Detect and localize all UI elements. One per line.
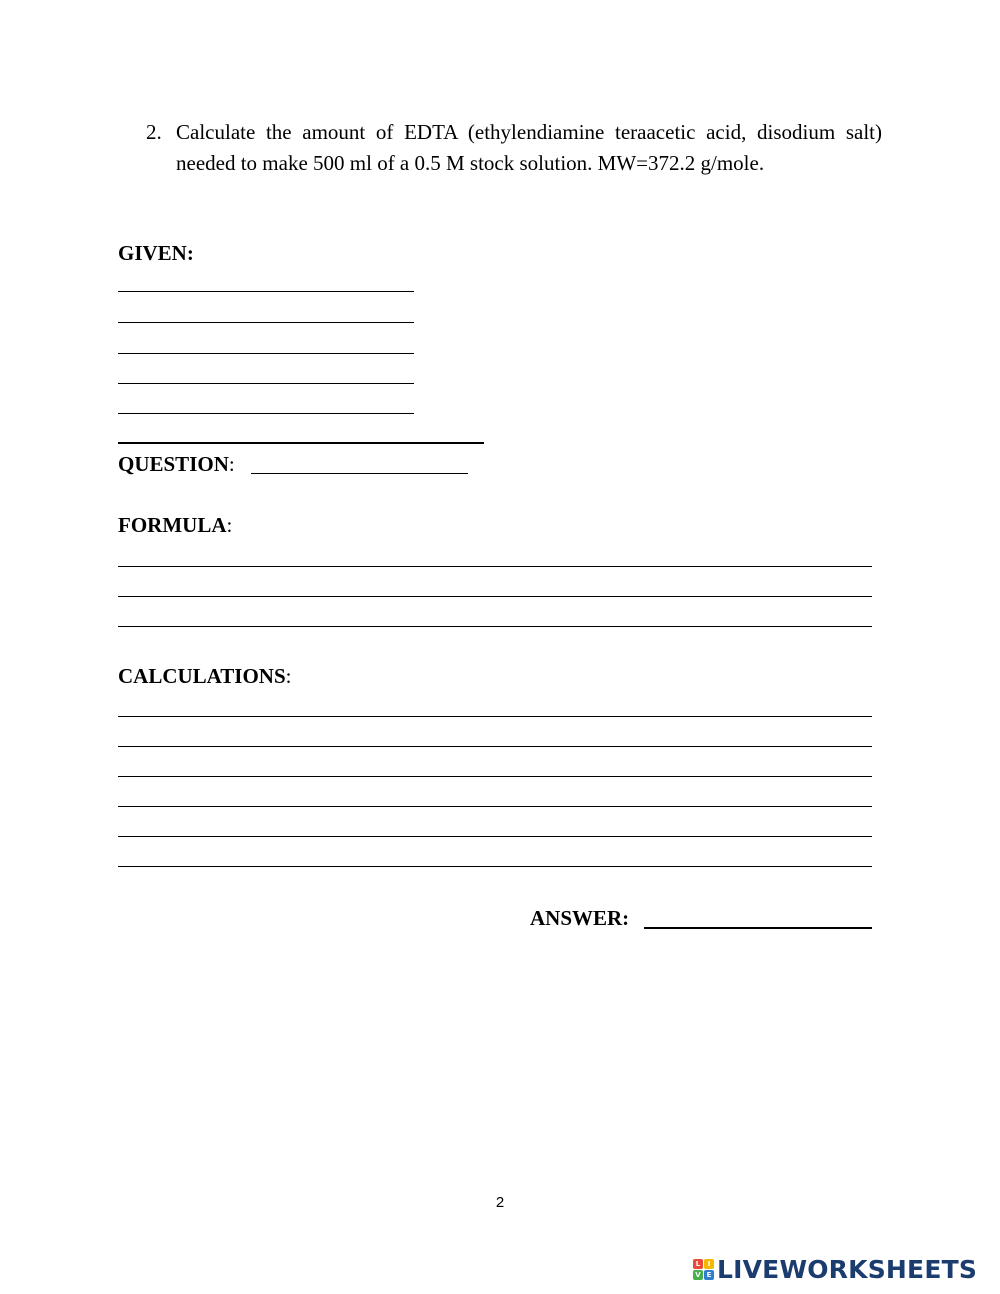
calculations-blank-5[interactable] (118, 836, 872, 837)
answer-label (530, 904, 629, 932)
formula-blank-2[interactable] (118, 596, 872, 597)
given-blank-2[interactable] (118, 322, 414, 323)
formula-label (118, 511, 232, 539)
calculations-label (118, 662, 292, 690)
liveworksheets-logo-text: LIVEWORKSHEETS (717, 1254, 978, 1284)
calculations-blank-2[interactable] (118, 746, 872, 747)
calculations-blank-1[interactable] (118, 716, 872, 717)
logo-square-red: L (693, 1259, 703, 1269)
logo-square-green: V (693, 1270, 703, 1280)
question-label-text: QUESTION (118, 452, 229, 476)
liveworksheets-logo[interactable] (693, 1254, 977, 1284)
logo-square-yellow: I (704, 1259, 714, 1269)
formula-blank-3[interactable] (118, 626, 872, 627)
answer-label-text: ANSWER: (530, 906, 630, 930)
question-label-colon: : (228, 452, 235, 476)
given-label (118, 239, 194, 267)
calculations-blank-4[interactable] (118, 806, 872, 807)
question-text: Calculate the amount of EDTA (ethylendiamine teraacetic acid, disodium salt) needed to make 500 ml of a 0.5 M stock solution. MW=372.2 g/mole. (176, 120, 882, 175)
calculations-blank-3[interactable] (118, 776, 872, 777)
page-number: 2 (495, 1194, 505, 1211)
given-blank-4[interactable] (118, 383, 414, 384)
question-number: 2. (146, 120, 162, 144)
given-blank-6[interactable] (118, 442, 484, 444)
formula-label-colon: : (226, 513, 233, 537)
formula-blank-1[interactable] (118, 566, 872, 567)
given-blank-1[interactable] (118, 291, 414, 292)
question-blank[interactable] (251, 473, 468, 474)
formula-label-text: FORMULA (118, 513, 227, 537)
liveworksheets-logo-icon (693, 1259, 714, 1280)
question-label (118, 450, 235, 478)
logo-square-blue: E (704, 1270, 714, 1280)
calculations-label-colon: : (285, 664, 292, 688)
calculations-blank-6[interactable] (118, 866, 872, 867)
given-blank-5[interactable] (118, 413, 414, 414)
given-label-text: GIVEN: (118, 241, 194, 265)
calculations-label-text: CALCULATIONS (118, 664, 286, 688)
answer-blank[interactable] (644, 927, 872, 929)
given-blank-3[interactable] (118, 353, 414, 354)
